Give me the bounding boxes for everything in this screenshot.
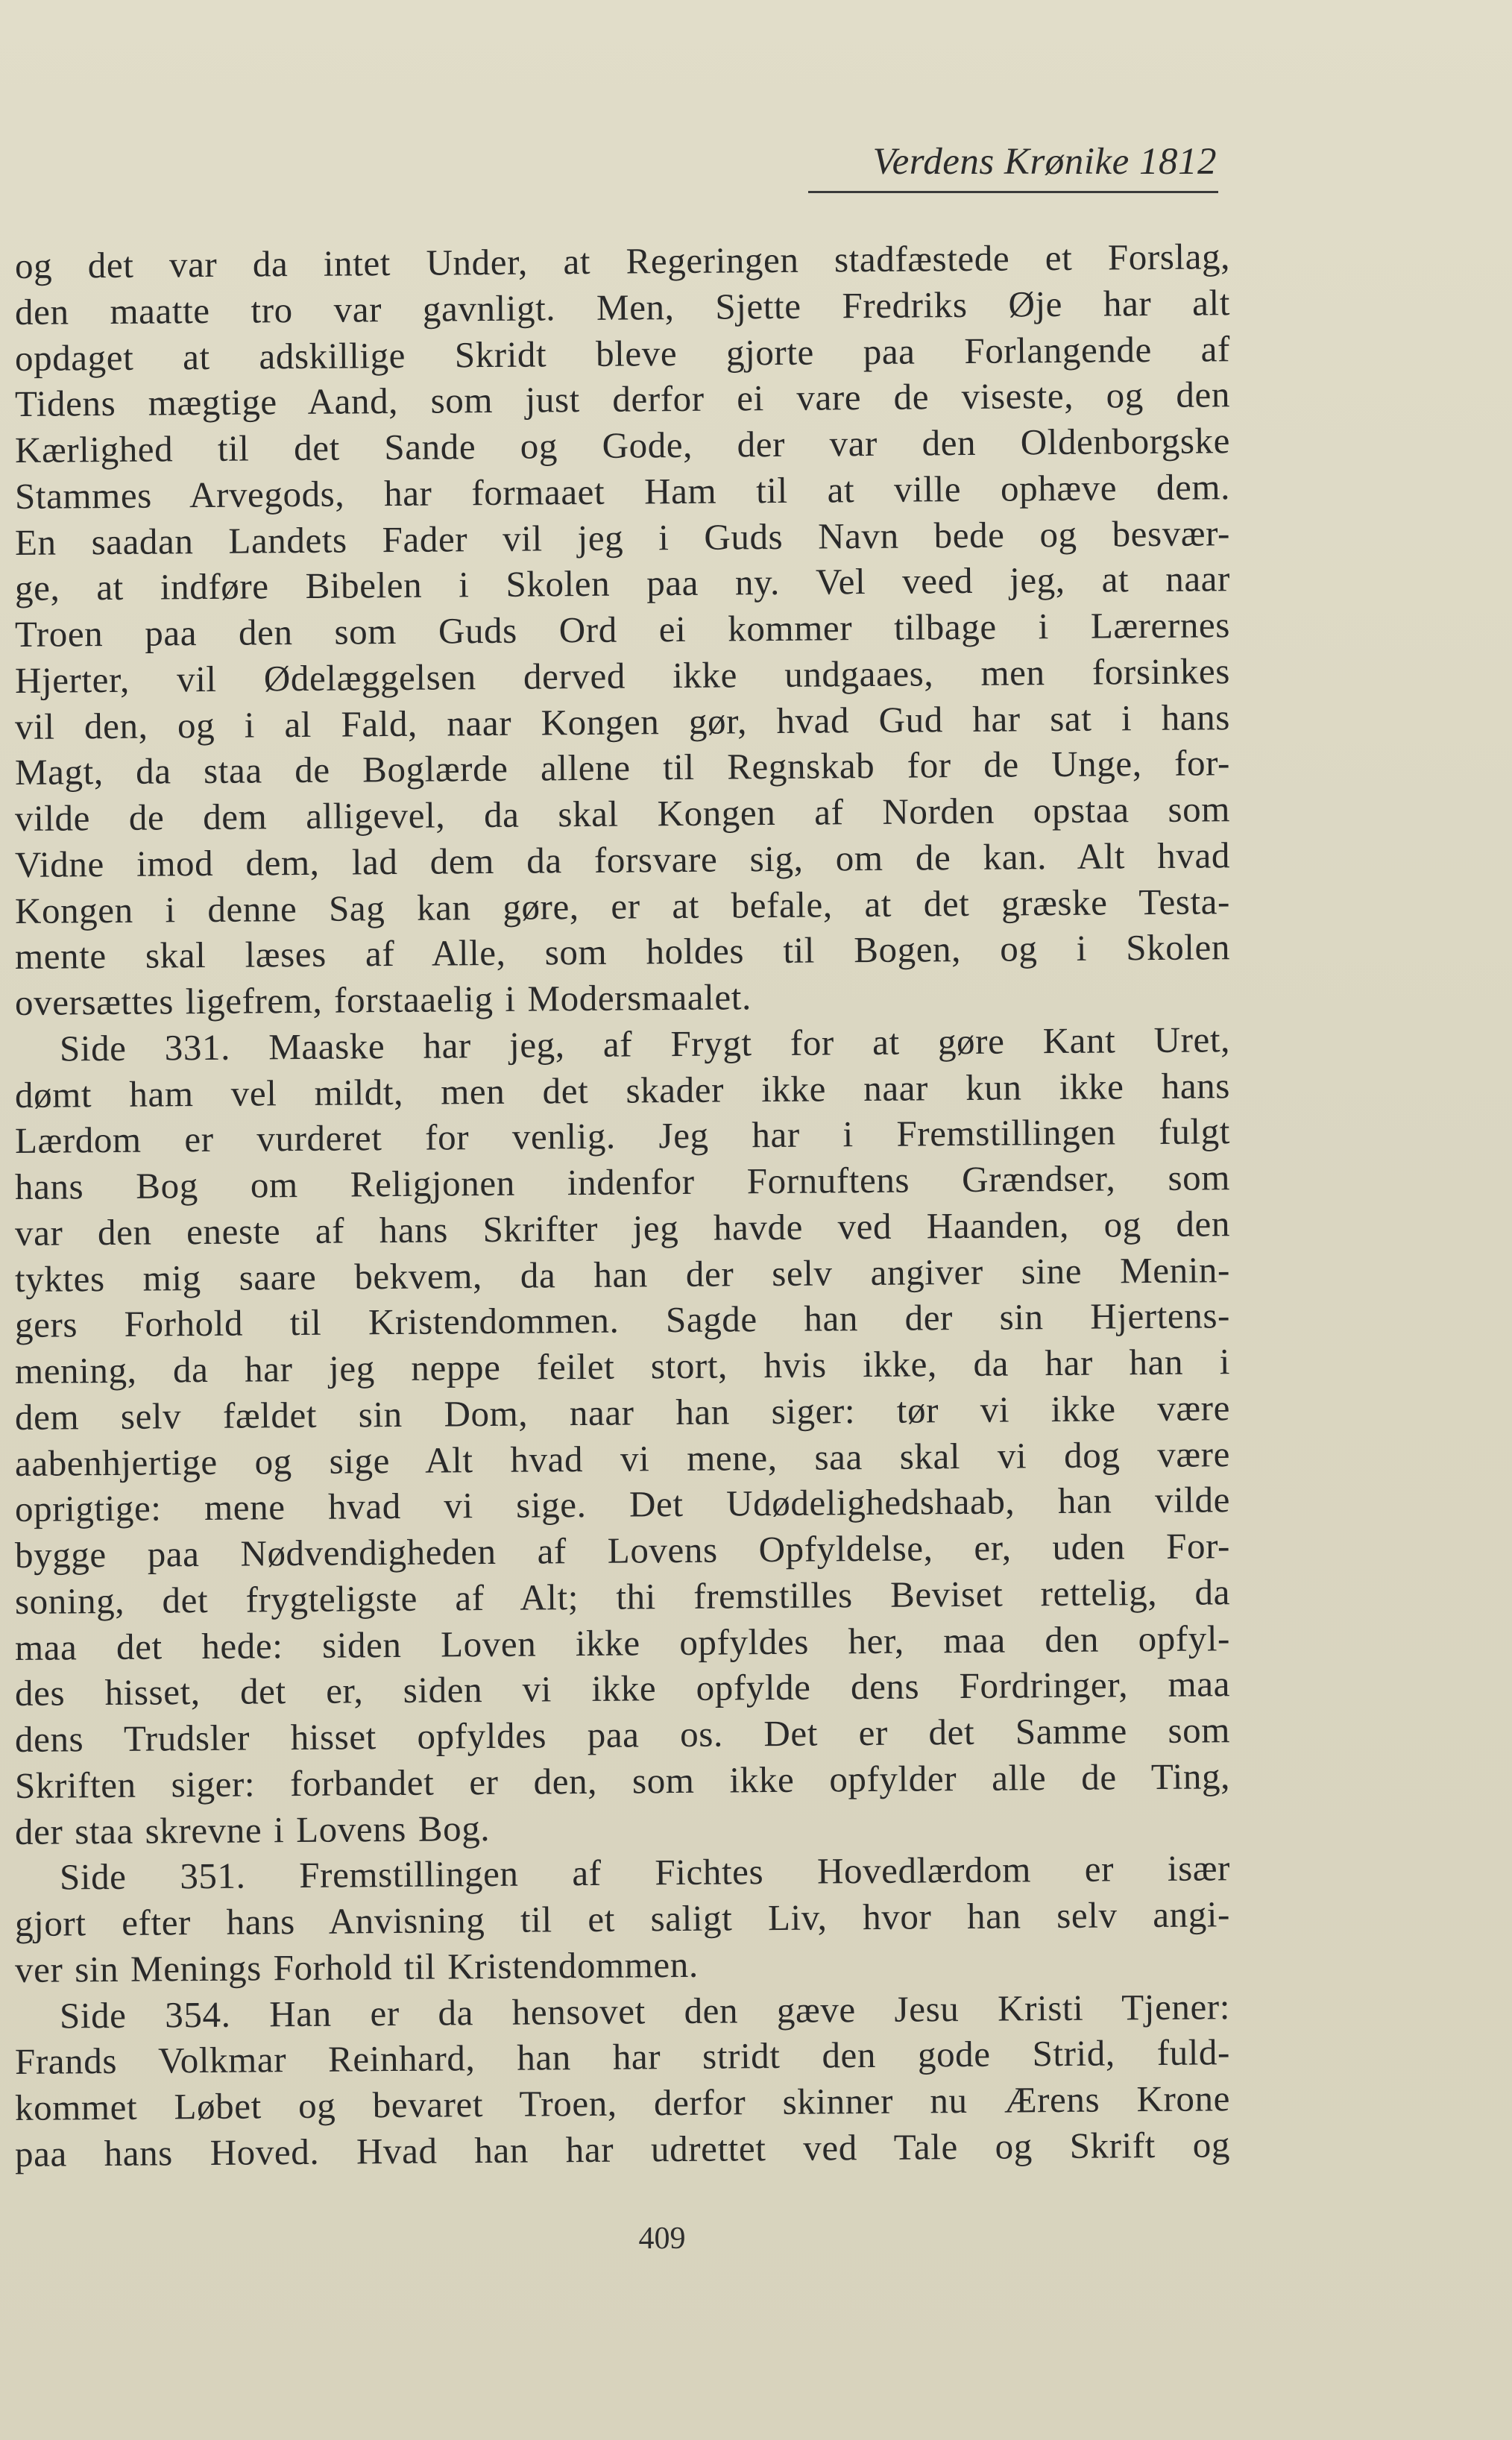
header-rule — [808, 191, 1218, 193]
text-line: vil den, og i al Fald, naar Kongen gør, hvad Gud har sat i hans — [14, 696, 1231, 747]
text-line: Stammes Arvegods, har formaaet Ham til at ville ophæve dem. — [14, 465, 1231, 517]
running-title: Verdens Krønike 1812 — [872, 141, 1217, 183]
text-line: Kærlighed til det Sande og Gode, der var den Oldenborgske — [14, 420, 1231, 471]
text-line: Vidne imod dem, lad dem da forsvare sig, om de kan. Alt hvad — [14, 834, 1231, 885]
text-line: der staa skrevne i Lovens Bog. — [14, 1807, 491, 1852]
text-line: mening, da har jeg neppe feilet stort, hvis ikke, da har han i — [14, 1341, 1231, 1392]
text-line: Lærdom er vurderet for venlig. Jeg har i Fremstillingen fulgt — [14, 1110, 1231, 1162]
text-line: aabenhjertige og sige Alt hvad vi mene, saa skal vi dog være — [14, 1433, 1231, 1484]
text-line: Side 354. Han er da hensovet den gæve Jesu Kristi Tjener: — [59, 1985, 1231, 2037]
text-line: Hjerter, vil Ødelæggelsen derved ikke undgaaes, men forsinkes — [14, 650, 1231, 701]
text-line: ver sin Menings Forhold til Kristendommen. — [14, 1943, 699, 1990]
text-line: ge, at indføre Bibelen i Skolen paa ny. Vel veed jeg, at naar — [14, 558, 1231, 609]
text-line: Kongen i denne Sag kan gøre, er at befale, at det græske Testa- — [14, 880, 1231, 931]
text-line: Skriften siger: forbandet er den, som ikke opfylder alle de Ting, — [14, 1755, 1231, 1806]
text-line: tyktes mig saare bekvem, da han der selv angiver sine Menin- — [14, 1248, 1231, 1300]
text-line: opdaget at adskillige Skridt bleve gjorte paa Forlangende af — [14, 327, 1231, 379]
text-line: mente skal læses af Alle, som holdes til Bogen, og i Skolen — [14, 926, 1231, 978]
text-line: Troen paa den som Guds Ord ei kommer tilbage i Lærernes — [14, 604, 1231, 655]
text-line: paa hans Hoved. Hvad han har udrettet ved Tale og Skrift og — [14, 2123, 1231, 2175]
text-line: gers Forhold til Kristendommen. Sagde han der sin Hjertens- — [14, 1295, 1231, 1346]
text-line: dens Trudsler hisset opfyldes paa os. Det er det Samme som — [14, 1709, 1231, 1760]
text-line: hans Bog om Religjonen indenfor Fornuftens Grændser, som — [14, 1157, 1231, 1207]
text-line: Side 351. Fremstillingen af Fichtes Hovedlærdom er især — [59, 1847, 1231, 1898]
text-line: soning, det frygteligste af Alt; thi fremstilles Beviset rettelig, da — [14, 1570, 1231, 1622]
text-line: bygge paa Nødvendigheden af Lovens Opfyldelse, er, uden For- — [14, 1525, 1231, 1576]
text-line: des hisset, det er, siden vi ikke opfylde dens Fordringer, maa — [14, 1663, 1231, 1714]
text-line: maa det hede: siden Loven ikke opfyldes her, maa den opfyl- — [14, 1617, 1231, 1668]
text-line: kommet Løbet og bevaret Troen, derfor skinner nu Ærens Krone — [14, 2078, 1231, 2128]
text-line: dem selv fældet sin Dom, naar han siger: tør vi ikke være — [14, 1386, 1231, 1438]
text-line: Frands Volkmar Reinhard, han har stridt den gode Strid, fuld- — [14, 2031, 1231, 2083]
body-text — [14, 236, 1231, 2178]
text-line: dømt ham vel mildt, men det skader ikke naar kun ikke hans — [14, 1064, 1231, 1116]
text-line: gjort efter hans Anvisning til et saligt Liv, hvor han selv angi- — [14, 1893, 1231, 1944]
text-line: oprigtige: mene hvad vi sige. Det Udødelighedshaab, han vilde — [14, 1479, 1231, 1530]
text-line: En saadan Landets Fader vil jeg i Guds Navn bede og besvær- — [14, 512, 1231, 563]
text-line: den maatte tro var gavnligt. Men, Sjette Fredriks Øje har alt — [14, 281, 1231, 333]
page-number: 409 — [638, 2222, 686, 2256]
text-line: Magt, da staa de Boglærde allene til Regnskab for de Unge, for- — [14, 742, 1231, 793]
text-line: Side 331. Maaske har jeg, af Frygt for at gøre Kant Uret, — [59, 1018, 1231, 1069]
text-line: vilde de dem alligevel, da skal Kongen af Norden opstaa som — [14, 788, 1231, 839]
text-line: og det var da intet Under, at Regeringen stadfæstede et Forslag, — [14, 236, 1231, 286]
text-line: oversættes ligefrem, forstaaelig i Modersmaalet. — [14, 976, 752, 1023]
text-line: Tidens mægtige Aand, som just derfor ei vare de viseste, og den — [14, 374, 1231, 425]
text-line: var den eneste af hans Skrifter jeg havde ved Haanden, og den — [14, 1202, 1231, 1254]
